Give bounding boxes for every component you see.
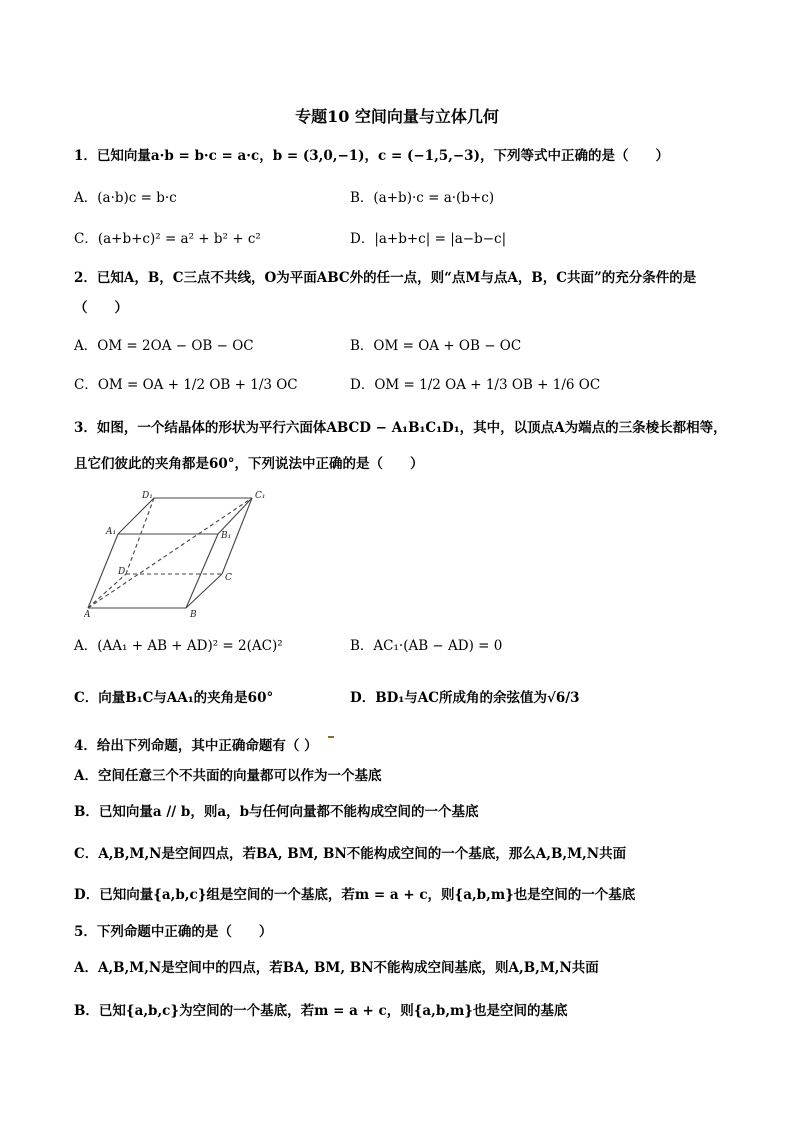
q2-answer-paren: （ ） <box>74 300 128 316</box>
q1-option-a: A．(a·b)c = b·c <box>74 190 177 206</box>
q4-option-b: B．已知向量a // b，则a，b与任何向量都不能构成空间的一个基底 <box>74 804 479 820</box>
q1-option-b: B．(a+b)·c = a·(b+c) <box>350 190 495 206</box>
q2-option-d: D．OM = 1/2 OA + 1/3 OB + 1/6 OC <box>350 377 601 393</box>
q3-option-a: A．(AA₁ + AB + AD)² = 2(AC)² <box>74 638 283 654</box>
q5-stem: 5．下列命题中正确的是（ ） <box>74 924 273 940</box>
q2-option-c: C．OM = OA + 1/2 OB + 1/3 OC <box>74 377 298 393</box>
page-title: 专题10 空间向量与立体几何 <box>295 107 499 126</box>
q3-option-c: C．向量B₁C与AA₁的夹角是60° <box>74 690 274 706</box>
figure-label-b1: B₁ <box>221 531 232 541</box>
q2-stem: 2．已知A，B，C三点不共线，O为平面ABC外的任一点，则“点M与点A，B，C共面”的充分条件的是 <box>74 270 697 286</box>
q2-option-b: B．OM = OA + OB − OC <box>350 338 522 354</box>
figure-label-d1: D₁ <box>142 491 153 501</box>
figure-label-b: B <box>190 610 197 618</box>
q3-stem-line2: 且它们彼此的夹角都是60°，下列说法中正确的是（ ） <box>74 456 424 472</box>
q4-option-c: C．A,B,M,N是空间四点，若BA, BM, BN不能构成空间的一个基底，那么A,B,M,N共面 <box>74 846 627 862</box>
parallelepiped-figure <box>84 488 274 618</box>
q1-stem: 1．已知向量a·b = b·c = a·c，b = (3,0,−1)，c = (−1,5,−3)，下列等式中正确的是（ ） <box>74 148 669 164</box>
q1-option-d: D．|a+b+c| = |a−b−c| <box>350 231 507 247</box>
figure-label-a1: A₁ <box>106 527 117 537</box>
figure-label-a: A <box>84 610 91 618</box>
figure-label-d: D <box>118 567 126 577</box>
q3-stem-line1: 3．如图，一个结晶体的形状为平行六面体ABCD − A₁B₁C₁D₁，其中，以顶点A为端点的三条棱长都相等， <box>74 420 727 436</box>
q4-option-d: D．已知向量{a,b,c}组是空间的一个基底，若m = a + c，则{a,b,m}也是空间的一个基底 <box>74 887 636 903</box>
q3-option-b: B．AC₁·(AB − AD) = 0 <box>350 638 503 654</box>
q1-option-c: C．(a+b+c)² = a² + b² + c² <box>74 231 261 247</box>
q3-option-d: D．BD₁与AC所成角的余弦值为√6/3 <box>350 690 580 706</box>
q5-option-b: B．已知{a,b,c}为空间的一个基底，若m = a + c，则{a,b,m}也是空间的基底 <box>74 1003 568 1019</box>
q5-option-a: A．A,B,M,N是空间中的四点，若BA, BM, BN不能构成空间基底，则A,B,M,N共面 <box>74 960 599 976</box>
figure-label-c1: C₁ <box>255 491 266 501</box>
q2-option-a: A．OM = 2OA − OB − OC <box>74 338 254 354</box>
q4-stem: 4．给出下列命题，其中正确命题有（ ） <box>74 738 318 754</box>
figure-label-c: C <box>225 573 232 583</box>
small-mark <box>328 736 334 738</box>
q4-option-a: A．空间任意三个不共面的向量都可以作为一个基底 <box>74 768 382 784</box>
